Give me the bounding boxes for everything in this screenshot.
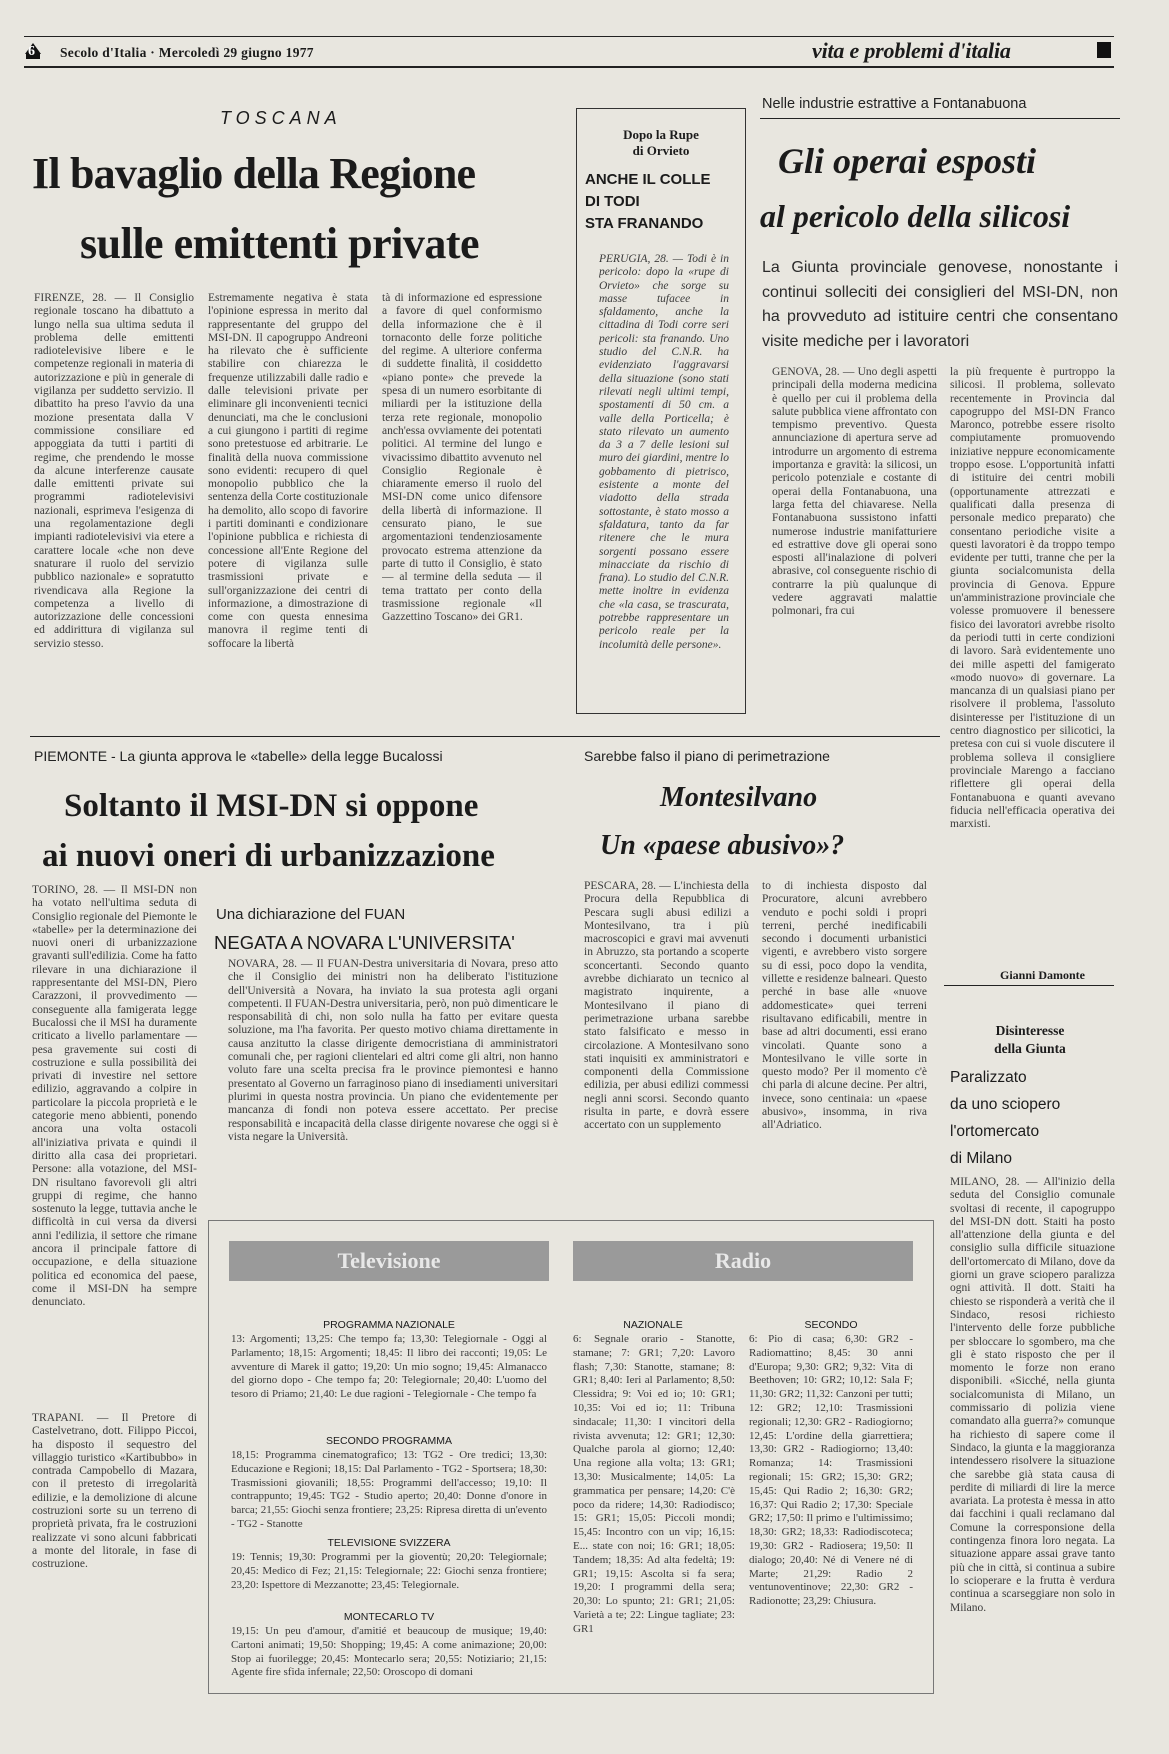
tv-montecarlo-schedule: 19,15: Un peu d'amour, d'amitié et beaucoup de musique; 19,40: Cartoni animati; 19,50: Shopping; 19,45: A come animazione; 20,00: Stop ai fuorilegge; 20,45: Montecarlo sera; 20,55: Notiziario; 21,15: Agente fire sfida infernale; 22,50: Oroscopo di domani xyxy=(231,1625,547,1679)
milano-headline-line-4: di Milano xyxy=(950,1150,1013,1167)
montesilvano-column-2: to di inchiesta disposto dal Procuratore, alcuni avrebbero venduto e pochi soldi i propri terreni, perché inedificabili secondo i documenti urbanistici vigenti, e avrebbero visto sorgere su di essi, poco dopo la vendita, villette e residenze balneari. Questo perché in base alle «nuove addomesticate» quei terreni risultavano edificabili, mentre in base ad altri documenti, essi erano vincolati. Quante sono a Montesilvano le ville sorte in questo modo? Per il momento c'è chi parla di alcune decine. Per altri, invece, sono centinaia: un «paese abusivo», insomma, in riva all'Adriatico. xyxy=(762,880,927,1132)
toscana-column-3: tà di informazione ed espressione a favore di quel conformismo della informazione che è il tornaconto delle forze politiche del regime. A ulteriore conferma di suddette finalità, il cosiddetto «piano ponte» che prevede la spesa di un numero esorbitante di miliardi per la istituzione della terza rete regionale, monopolio anch'essa ovviamente dei potentati politici. Al termine del lungo e vivacissimo dibattito avvenuto nel Consiglio Regionale è chiaramente emerso il ruolo del MSI-DN come unico difensore della libertà di informazione. Il censurato piano, le sue argomentazioni tendenziosamente provocato estrema attenzione da parte di tutto il Consiglio, è stato — al termine della seduta — il tema trattato per conto della trasmissione regionale «Il Gazzettino Toscano» dei GR1. xyxy=(382,292,542,624)
milano-kicker xyxy=(960,1022,1100,1058)
milano-headline xyxy=(950,1064,1110,1172)
todi-kicker-line-1: Dopo la Rupe xyxy=(623,127,699,142)
milano-headline-line-1: Paralizzato xyxy=(950,1069,1027,1086)
masthead-left: Secolo d'Italia · Mercoledì 29 giugno 1977 xyxy=(60,45,314,60)
fontanabuona-column-1: GENOVA, 28. — Uno degli aspetti principali della moderna medicina è quello per cui il problema della salute pubblica viene affrontato con tempismo preventivo. Questa annunciazione di apertura serve ad introdurre un argomento di estrema importanza e gravità: la silicosi, un pericolo potenziale e costante di operai della Fontanabuona, una larga fetta del chiavarese. Nella Fontanabuona sussistono infatti numerose industrie manifatturiere ed estrattive dove gli operai sono esposti all'inalazione di polveri abrasive, col conseguente rischio di contrarre la più qualunque di vedere aggravati malattie polmonari, fra cui xyxy=(772,366,937,618)
kicker-piemonte: PIEMONTE - La giunta approva le «tabelle» della legge Bucalossi xyxy=(34,748,443,764)
tv-montecarlo-title: MONTECARLO TV xyxy=(343,1611,435,1623)
kicker-montesilvano: Sarebbe falso il piano di perimetrazione xyxy=(584,748,830,764)
radio-col2-title: SECONDO xyxy=(804,1319,858,1331)
headline-piemonte-2: ai nuovi oneri di urbanizzazione xyxy=(42,838,495,874)
top-rule xyxy=(24,36,1114,37)
kicker-toscana: TOSCANA xyxy=(220,108,342,128)
radio-header: Radio xyxy=(573,1241,913,1281)
headline-toscana-2: sulle emittenti private xyxy=(80,219,480,268)
todi-kicker-line-2: di Orvieto xyxy=(632,143,690,158)
headline-fontanabuona-2: al pericolo della silicosi xyxy=(760,198,1071,234)
article-todi-box xyxy=(576,108,746,714)
todi-headline-line-1: ANCHE IL COLLE xyxy=(585,171,711,188)
milano-headline-line-3: l'ortomercato xyxy=(950,1123,1040,1140)
milano-body: MILANO, 28. — All'inizio della seduta del Consiglio comunale svoltasi di recente, il capogruppo del MSI-DN dott. Staiti ha posto all'attenzione della giunta e del consiglio sulla difficile situazione dell'ortomercato di Milano, dove da giorni un grave sciopero paralizza ogni attività. Il dott. Staiti ha chiesto se risponderà a verità che il Sindaco, resosi richiesto l'intervento delle forze pubbliche per sbloccare lo sgombero, ma che gli è stato risposto che per il momento le forze non erano disponibili. «Sicché, nella giunta socialcomunista di Milano, un commissario di polizia viene comandato alla guerra?» comunque ha richiesto di sapere come il Sindaco, la giunta e la maggioranza intendessero risolvere la situazione che sarebbe già stata causa di perdite di miliardi di lire la merce avariata. La protesta è messa in atto dai facchini i quali reclamano dal Comune la corresponsione della contingenza finora loro negata. La situazione appare assai grave tanto più che in città, si continua a subire lo scioperare e la frutta è verdura continua a scarseggiare non solo in Milano. xyxy=(950,1176,1115,1614)
right-column-rule xyxy=(944,985,1114,986)
tv-prog1-schedule: 13: Argomenti; 13,25: Che tempo fa; 13,30: Telegiornale - Oggi al Parlamento; 18,15: Argomenti; 18,45: Il libro dei racconti; 19,05: Le avventure di Marek il gatto; 19,20: Un mio sogno; 19,45: Almanacco del giorno dopo - Che tempo fa; 20: Telegiornale; 20,40: L'uomo del tesoro di Priamo; 21,40: Le due ragioni - Telegiornale - Che tempo fa xyxy=(231,1333,547,1401)
tv-prog1-title: PROGRAMMA NAZIONALE xyxy=(323,1319,455,1331)
masthead-rule xyxy=(24,66,1114,68)
kicker-fontanabuona: Nelle industrie estrattive a Fontanabuona xyxy=(762,96,1027,112)
page-number: 6 xyxy=(28,44,35,59)
tv-prog2-schedule: 18,15: Programma cinematografico; 13: TG2 - Ore tredici; 13,30: Educazione e Regioni; 18,15: Dal Parlamento - TG2 - Sportsera; 18,30: Trasmissioni giovanili; 18,55: Programmi dell'accesso; 19,10: Il contrappunto; 19,45: TG2 - Studio aperto; 20,40: Donne d'onore in barca; 21,55: Giochi senza frontiere; 23,25: Ripresa diretta di un'evento - TG2 - Stanotte xyxy=(231,1449,547,1530)
radio-col1-schedule: 6: Segnale orario - Stanotte, stamane; 7: GR1; 7,20: Lavoro flash; 7,30: Stanotte, stamane; 8: GR1; 8,40: Ieri al Parlamento; 8,50: Clessidra; 9: Voi ed io; 10: GR1; 10,35: Voi ed io; 11: Tribuna sindacale; 11,30: I vincitori della rivista avvenuta; 12: GR1; 12,30: Qualche parola al giorno; 12,40: Una regione alla volta; 13: GR1; 13,30: Musicalmente; 14,05: La grammatica per pensare; 14,20: C'è poco da ridere; 14,30: Radiodisco; 15: GR1; 15,05: Piccoli mondi; 15,45: Incontro con un vip; 16,15: E... state con noi; 16: GR1; 18,05: Tandem; 18,35: Ad alta fedeltà; 19: GR1; 19,15: Ascolta si fa sera; 19,20: I programmi della sera; 20,30: Lo spunto; 21: GR1; 21,05: Varietà a te; 22: Lingue tagliate; 23: GR1 xyxy=(573,1333,735,1635)
fontanabuona-column-2: la più frequente è purtroppo la silicosi. Il problema, sollevato recentemente in Provincia dal capogruppo del MSI-DN Franco Maronco, potrebbe essere risolto compiutamente promuovendo iniziative neppure economicamente troppo esose. L'opportunità infatti di istituire dei centri mobili (opportunamente attrezzati e qualificati dalla presenza di personale medico preparato) che consentano periodiche visite a questi lavoratori è da troppo tempo evidente per tutti, tranne che per la giunta socialcomunista della provincia di Genova. Eppure un'amministrazione provinciale che volesse promuovere il benessere fisico dei lavoratori avrebbe risolto da periodi tutti in certe condizioni di lavoro. Sarà evidentemente uno dei mille aspetti del famigerato «modo nuovo» di governare. La mancanza di un qualsiasi piano per risolvere il problema, l'assoluto disinteresse per l'istituzione di un centro diagnostico per silicotici, la pretesa con cui si vuole discutere il problema solleva il consigliere provinciale Marengo a facciano riflettere gli operai della Fontanabuona e quanti avevano fiducia nell'efficacia operativa dei marxisti. xyxy=(950,366,1115,831)
fontanabuona-byline: Gianni Damonte xyxy=(1000,968,1086,982)
headline-fontanabuona-1: Gli operai esposti xyxy=(778,141,1036,181)
headline-piemonte-1: Soltanto il MSI-DN si oppone xyxy=(64,788,479,824)
toscana-column-1: FIRENZE, 28. — Il Consiglio regionale toscano ha dibattuto a lungo nella sua ultima seduta il problema delle emittenti radiotelevisive libere e le competenze regionali in materia di autorizzazione e più in generale di vigilanza per suddetto servizio. Il dibattito ha preso l'avvio da una mozione presentata dalla V commissione consiliare ed appoggiata da tutti i partiti di regime, che prendendo le mosse da alcune interferenze causate dalle emittenti private sui programmi radiotelevisivi nazionali, esprimeva l'esigenza di una regolamentazione degli impianti radiotelevisivi via etere a carattere locale «che non deve snaturare il ruolo del servizio pubblico nazionale» e sopratutto rivendicava alla Regione la competenza a livello di autorizzazione delle concessioni ed addirittura di vigilanza sul servizio stesso. xyxy=(34,292,194,650)
tv-prog2-title: SECONDO PROGRAMMA xyxy=(325,1435,452,1447)
todi-body: PERUGIA, 28. — Todi è in pericolo: dopo la «rupe di Orvieto» che sorge su masse tufacee in sfaldamento, anche la cittadina di Todi corre seri pericoli: sta franando. Uno studio del C.N.R. ha evidenziato l'aggravarsi della situazione (sono stati rilevati negli ultimi tempi, spostamenti di 50 cm. a valle della Porticella; è stato rilevato un aumento da 3 a 7 delle lesioni sul muro dei giardini, mentre lo gobbamento di pietrisco, esistente a monte del viadotto della strada sottostante, è stato mosso a sfaldatura, tanto da far ritenere che le mura sorgenti possano essere minacciate da rischio di frana). Lo studio del C.N.R. mette inoltre in evidenza che «la casa, se trascurata, potrebbe rappresentare un pericolo reale per la incolumità delle persone». xyxy=(599,253,729,651)
piemonte-body: TORINO, 28. — Il MSI-DN non ha votato nell'ultima seduta di Consiglio regionale del Piemonte le «tabelle» per la determinazione dei nuovi oneri di urbanizzazione gravanti sull'edilizia. Come ha fatto rilevare in una dichiarazione il rappresentante del MSI-DN, Piero Carazzoni, il provvedimento — conseguente alla famigerata legge Bucalossi che il MSI ha duramente criticato a livello parlamentare — pesa gravemente sui costi di costruzione e sulla possibilità dei privati di investire nel settore edilizio, aggravando a colpire in particolare la piccola proprietà e le categorie meno abbienti, ponendo ancora una volta ostacoli all'iniziativa privata e quindi il diritto alla casa dei proprietari. Persone: alla votazione, del MSI-DN risultano favorevoli gli altri gruppi di regime, che hanno sostenuto la legge, tuttavia anche le difficoltà in cui versa da diversi anni l'edilizia, il settore che rimane ancora il principale fattore di occupazione, e della situazione politica ed economica del paese, come il MSI-DN ha sempre denunciato. xyxy=(32,884,197,1309)
montesilvano-column-1: PESCARA, 28. — L'inchiesta della Procura della Repubblica di Pescara sugli abusi edilizi a Montesilvano, tra i più macroscopici e gravi mai avvenuti in Abruzzo, sta portando a scoperte sconcertanti. Secondo quanto avrebbe dichiarato un tecnico al magistrato inquirente, a Montesilvano il piano di perimetrazione urbana sarebbe stato falsificato e messo in circolazione. A Montesilvano sono stati inquisiti ex amministratori e componenti della Commissione edilizia, per abusi edilizi commessi negli anni scorsi. Secondo quanto risulta in parte, e dovrà essere accertato con un supplemento xyxy=(584,880,749,1132)
tv-svizzera-schedule: 19: Tennis; 19,30: Programmi per la gioventù; 20,20: Telegiornale; 20,45: Medico di Fez; 21,15: Telegiornale; 22: Giochi senza frontiere; 23,20: Ispettore di Mezzanotte; 23,45: Telegiornale. xyxy=(231,1551,547,1591)
todi-headline-line-2: DI TODI xyxy=(585,193,640,210)
kicker-fuan: Una dichiarazione del FUAN xyxy=(216,906,406,923)
todi-kicker xyxy=(577,127,745,159)
fuan-body: NOVARA, 28. — Il FUAN-Destra universitaria di Novara, preso atto che il Consiglio dei ministri non ha deliberato l'istituzione dell'Università a Novara, ha inviato la sua protesta agli organi competenti. Il FUAN-Destra universitaria, però, non può dimenticare le responsabilità di chi, non solo nulla ha fatto per evitare questa soluzione, ma l'ha favorita. Per questo motivo chiama direttamente in causa anzitutto la classe dirigente democristiana di amministratori comunali che, per ragioni clientelari ed altri come gli altri, non hanno voluto fare una scelta precisa fra le province piemontesi e hanno presentato al Governo un farraginoso piano di insediamenti universitari plurimi in questa nostra provincia. Un piano che evidentemente per mancanza di fondi non poteva essere accettato. Per precise responsabilità e incapacità della classe dirigente novarese che oggi si è vista negare la Università. xyxy=(228,958,558,1143)
middle-rule xyxy=(30,736,940,737)
fontanabuona-rule xyxy=(760,118,1120,119)
toscana-column-2: Estremamente negativa è stata l'opinione espressa in merito dal rappresentante del gruppo del MSI-DN. Il capogruppo Andreoni ha rilevato che è sufficiente stabilire con chiarezza le frequenze utilizzabili dalle radio e dalle televisioni private per eliminare gli inconvenienti tecnici denunciati, ma che le conclusioni a cui giungono i partiti di regime sono pretestuose ed arbitrarie. Le finalità della nuova commissione sono evidenti: recupero di quel monopolio pubblico che la sentenza della Corte costituzionale ha demolito, allo scopo di favorire i partiti dominanti e condizionare l'opinione pubblica e richiesta di concessione all'Ente Regione del potere di vigilanza sulle trasmissioni private e sull'organizzazione dei centri di informazione, a dimostrazione di come con questa ennesima manovra il regime tenti di soffocare la libertà xyxy=(208,292,368,650)
fontanabuona-lead: La Giunta provinciale genovese, nonostante i continui solleciti dei consiglieri del MSI-DN, non ha provveduto ad istituire centri che consentano visite mediche per i lavoratori xyxy=(762,259,1118,350)
milano-headline-line-2: da uno sciopero xyxy=(950,1096,1061,1113)
trapani-body: TRAPANI. — Il Pretore di Castelvetrano, dott. Filippo Piccoi, ha disposto il sequestro del villaggio turistico «Kartibubbo» in contrada Campobello di Mazara, con il pretesto di irregolarità edilizie, e la demolizione di alcune costruzioni sorte su un terreno di proprietà privata, fra le costruzioni realizzate vi sono alcuni fabbricati a monte del litorale, in fase di costruzione. xyxy=(32,1412,197,1571)
television-header: Televisione xyxy=(229,1241,549,1281)
tv-svizzera-title: TELEVISIONE SVIZZERA xyxy=(327,1537,451,1549)
todi-headline-line-3: STA FRANANDO xyxy=(585,215,704,232)
headline-toscana-1: Il bavaglio della Regione xyxy=(32,149,476,198)
section-marker-icon xyxy=(1097,42,1111,58)
masthead-section-title: vita e problemi d'italia xyxy=(812,38,1011,63)
todi-headline xyxy=(585,169,741,235)
headline-montesilvano-2: Un «paese abusivo»? xyxy=(600,830,845,861)
milano-kicker-line-1: Disinteresse xyxy=(995,1023,1065,1038)
radio-col1-title: NAZIONALE xyxy=(623,1319,683,1331)
headline-montesilvano-1: Montesilvano xyxy=(660,782,818,813)
radio-col2-schedule: 6: Pio di casa; 6,30: GR2 - Radiomattino; 8,45: 30 anni d'Europa; 9,30: GR2; 9,32: Vita di Beethoven; 10: GR2; 10,12: Sala F; 11,30: GR2; 11,32: Canzoni per tutti; 12: GR2; 12,10: Trasmissioni regionali; 12,30: GR2 - Radiogiorno; 12,45: L'ordine della giarrettiera; 13,30: GR2 - Radiogiorno; 13,40: Romanza; 14: Trasmissioni regionali; 15: GR2; 15,30: GR2; 15,45: Qui Radio 2; 16,30: GR2; 16,37: Qui Radio 2; 17,30: Speciale GR2; 17,50: Il primo e l'ultimissimo; 18,30: GR2; 18,33: Radiodiscoteca; 19,30: GR2 - Radiosera; 19,50: Il dialogo; 20,40: Né di Venere né di Marte; 21,29: Radio 2 ventunoventinove; 22,30: GR2 - Radionotte; 23,29: Chiusura. xyxy=(749,1333,913,1608)
headline-fuan: NEGATA A NOVARA L'UNIVERSITA' xyxy=(214,932,515,953)
tv-radio-listings-box xyxy=(208,1220,934,1694)
milano-kicker-line-2: della Giunta xyxy=(994,1041,1066,1056)
